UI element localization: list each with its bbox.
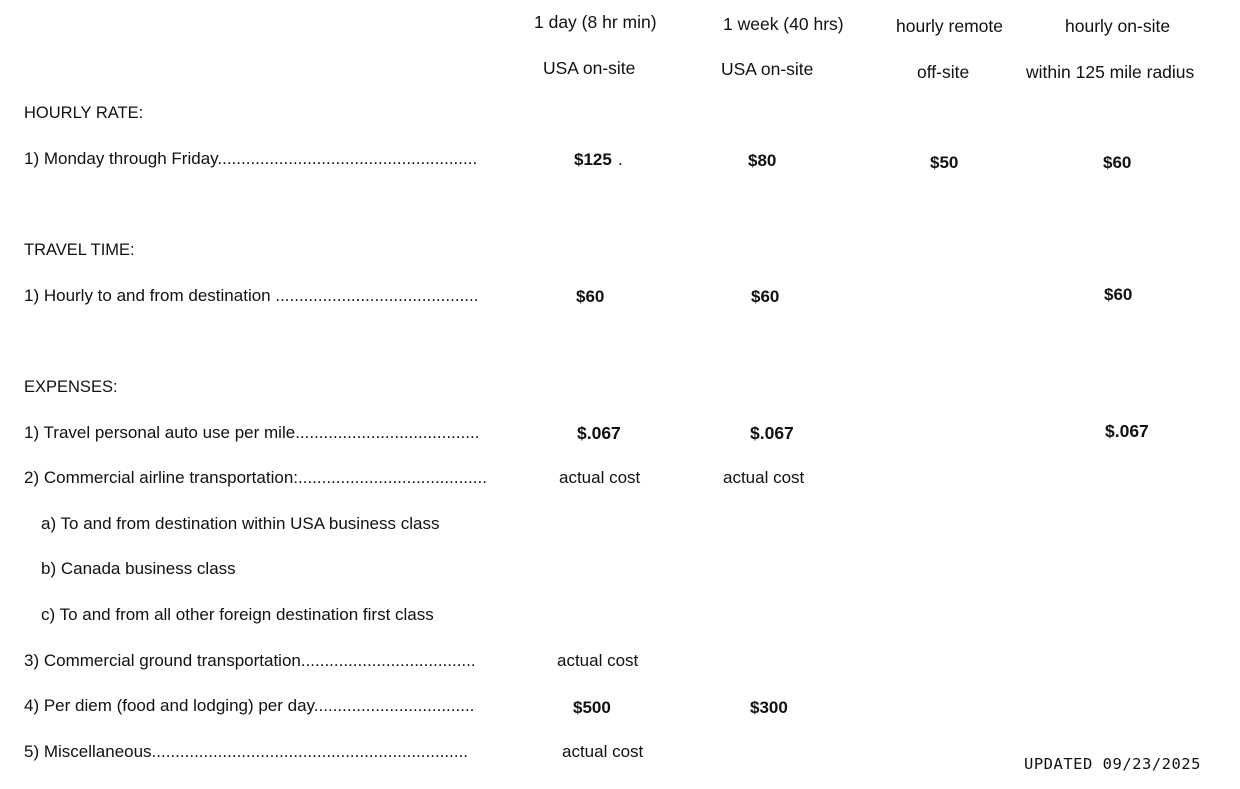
value-airline-week: actual cost bbox=[723, 468, 805, 487]
value-travel-day: $60 bbox=[576, 287, 605, 306]
value-auto-onsite: $.067 bbox=[1105, 421, 1149, 441]
column-header-2-line2: USA on-site bbox=[721, 59, 814, 79]
value-monday-friday-week: $80 bbox=[748, 151, 777, 170]
value-misc-day: actual cost bbox=[562, 742, 644, 761]
row-label-airline: 2) Commercial airline transportation:........................................ bbox=[24, 468, 487, 487]
value-travel-week: $60 bbox=[751, 287, 780, 306]
value-auto-week: $.067 bbox=[750, 423, 794, 443]
value-per-diem-week: $300 bbox=[750, 698, 788, 717]
row-label-airline-canada: b) Canada business class bbox=[41, 559, 236, 578]
column-header-3-line2: off-site bbox=[917, 62, 970, 82]
column-header-3-line1: hourly remote bbox=[896, 16, 1003, 36]
value-monday-friday-day: $125 bbox=[574, 150, 612, 169]
row-label-hourly-destination: 1) Hourly to and from destination ........................................... bbox=[24, 286, 479, 305]
row-label-monday-friday: 1) Monday through Friday....................................................... bbox=[24, 149, 478, 168]
row-label-ground: 3) Commercial ground transportation..................................... bbox=[24, 651, 476, 670]
section-heading-hourly-rate: HOURLY RATE: bbox=[24, 104, 144, 122]
section-heading-travel-time: TRAVEL TIME: bbox=[24, 241, 135, 259]
row-label-airline-foreign: c) To and from all other foreign destination first class bbox=[41, 605, 434, 624]
row-label-airline-usa: a) To and from destination within USA business class bbox=[41, 514, 440, 533]
value-ground-day: actual cost bbox=[557, 651, 639, 670]
value-travel-onsite: $60 bbox=[1104, 285, 1133, 304]
value-airline-day: actual cost bbox=[559, 468, 641, 487]
column-header-4-line2: within 125 mile radius bbox=[1026, 62, 1195, 82]
value-monday-friday-remote: $50 bbox=[930, 153, 959, 172]
row-label-per-diem: 4) Per diem (food and lodging) per day.................................. bbox=[24, 696, 475, 715]
section-heading-expenses: EXPENSES: bbox=[24, 378, 118, 396]
value-per-diem-day: $500 bbox=[573, 698, 611, 717]
column-header-1-line1: 1 day (8 hr min) bbox=[534, 12, 657, 32]
row-label-misc: 5) Miscellaneous................................................................... bbox=[24, 742, 469, 761]
column-header-1-line2: USA on-site bbox=[543, 58, 636, 78]
value-auto-day: $.067 bbox=[577, 423, 621, 443]
row-label-auto-use: 1) Travel personal auto use per mile....................................... bbox=[24, 423, 480, 442]
value-monday-friday-onsite: $60 bbox=[1103, 153, 1132, 172]
column-header-2-line1: 1 week (40 hrs) bbox=[723, 14, 844, 34]
column-header-4-line1: hourly on-site bbox=[1065, 16, 1171, 36]
stray-dot: . bbox=[618, 150, 623, 169]
updated-date: UPDATED 09/23/2025 bbox=[1024, 755, 1201, 773]
